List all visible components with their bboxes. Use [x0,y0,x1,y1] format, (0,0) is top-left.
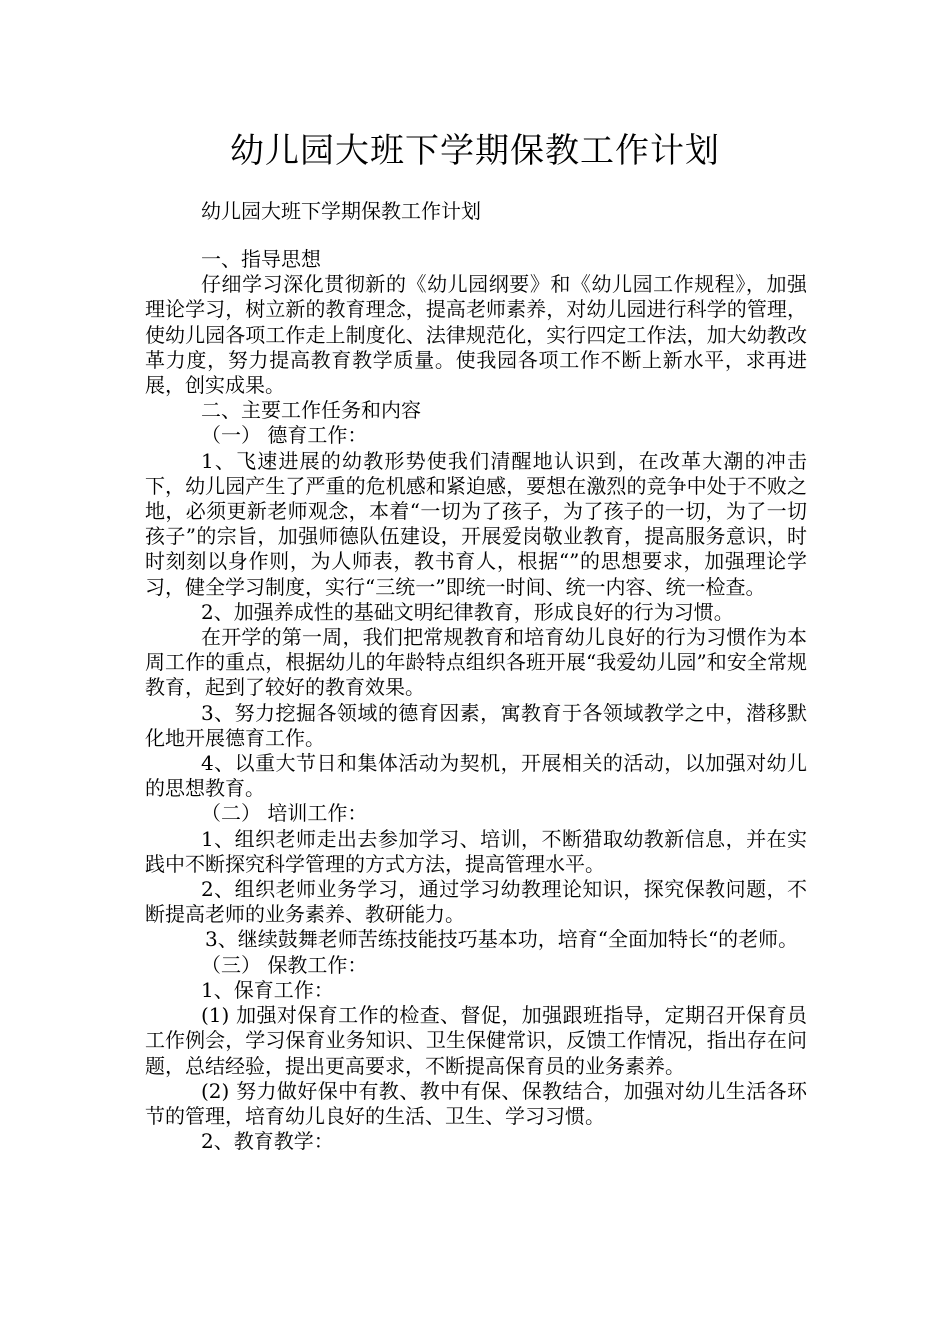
paragraph: 在开学的第一周，我们把常规教育和培育幼儿良好的行为习惯作为本周工作的重点，根据幼儿的年龄特点组织各班开展“我爱幼儿园”和安全常规教育，起到了较好的教育效果。 [145,625,807,700]
paragraph: 4、以重大节日和集体活动为契机，开展相关的活动，以加强对幼儿的思想教育。 [145,751,807,801]
paragraph: (2) 努力做好保中有教、教中有保、保教结合，加强对幼儿生活各环节的管理，培育幼儿良好的生活、卫生、学习习惯。 [145,1078,807,1128]
paragraph: 1、飞速进展的幼教形势使我们清醒地认识到，在改革大潮的冲击下，幼儿园产生了严重的危机感和紧迫感，要想在激烈的竞争中处于不败之地，必须更新老师观念，本着“一切为了孩子，为了孩子的一切，为了一切孩子”的宗旨，加强师德队伍建设，开展爱岗敬业教育，提高服务意识，时时刻刻以身作则，为人师表，教书育人，根据“”的思想要求，加强理论学习，健全学习制度，实行“三统一”即统一时间、统一内容、统一检查。 [145,448,807,599]
section-heading-guiding-thought: 一、指导思想 [201,247,321,271]
item-heading-care-work: 1、保育工作： [201,977,334,1002]
subsection-heading-moral-education: （一） 德育工作： [201,423,368,448]
document-body [145,247,807,1154]
paragraph: 3、努力挖掘各领域的德育因素，寓教育于各领域教学之中，潜移默化地开展德育工作。 [145,700,807,750]
section-heading-main-tasks: 二、主要工作任务和内容 [201,398,421,423]
document-subtitle: 幼儿园大班下学期保教工作计划 [201,199,481,223]
document-title: 幼儿园大班下学期保教工作计划 [230,131,720,171]
paragraph: (1) 加强对保育工作的检查、督促，加强跟班指导，定期召开保育员工作例会，学习保育业务知识、卫生保健常识，反馈工作情况，指出存在问题，总结经验，提出更高要求，不断提高保育员的业务素养。 [145,1003,807,1078]
paragraph: 1、组织老师走出去参加学习、培训，不断猎取幼教新信息，并在实践中不断探究科学管理的方式方法，提高管理水平。 [145,826,807,876]
subsection-heading-training: （二） 培训工作： [201,801,368,826]
item-heading-teaching: 2、教育教学： [201,1129,334,1154]
paragraph: 2、加强养成性的基础文明纪律教育，形成良好的行为习惯。 [201,599,734,624]
paragraph: 3、继续鼓舞老师苦练技能技巧基本功，培育“全面加特长“的老师。 [205,927,799,952]
paragraph: 仔细学习深化贯彻新的《幼儿园纲要》和《幼儿园工作规程》，加强理论学习，树立新的教育理念，提高老师素养，对幼儿园进行科学的管理，使幼儿园各项工作走上制度化、法律规范化，实行四定工作法，加大幼教改革力度，努力提高教育教学质量。使我园各项工作不断上新水平，求再进展，创实成果。 [145,272,807,398]
subsection-heading-care-education: （三） 保教工作： [201,952,368,977]
paragraph: 2、组织老师业务学习，通过学习幼教理论知识，探究保教问题，不断提高老师的业务素养、教研能力。 [145,877,807,927]
